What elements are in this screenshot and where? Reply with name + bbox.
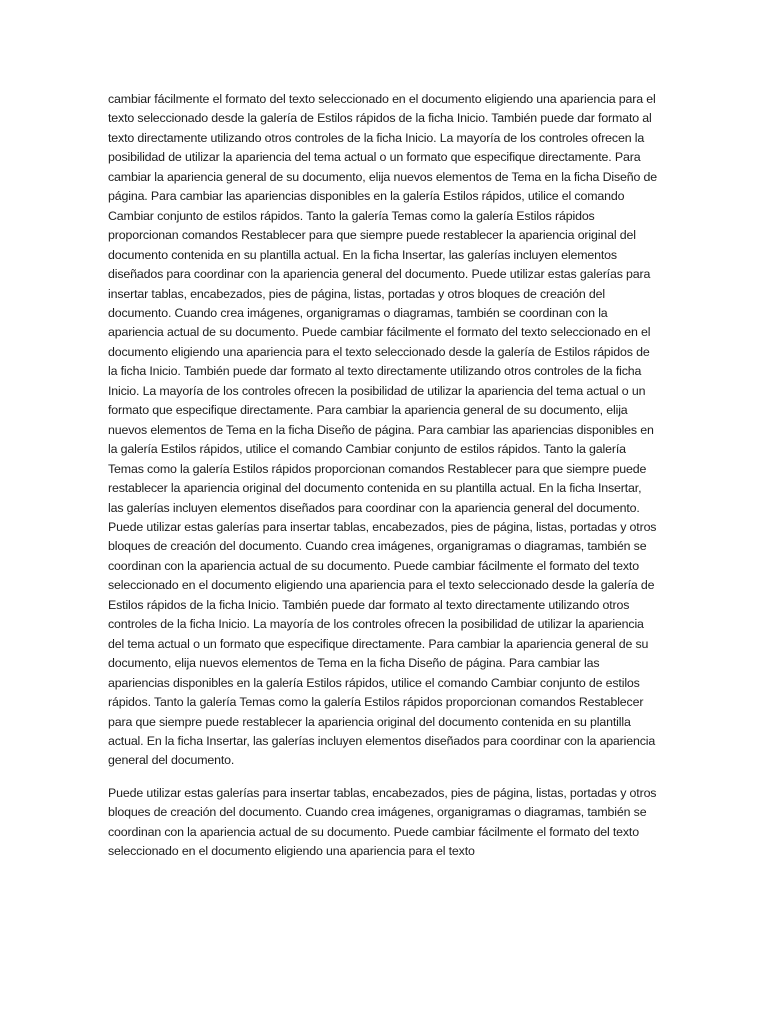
document-body xyxy=(108,90,660,862)
paragraph-2: Puede utilizar estas galerías para insertar tablas, encabezados, pies de página, listas, portadas y otros bloques de creación del documento. Cuando crea imágenes, organigramas o diagramas, también se coordinan con la apariencia actual de su documento. Puede cambiar fácilmente el formato del texto seleccionado en el documento eligiendo una apariencia para el texto xyxy=(108,785,657,859)
paragraph-1: cambiar fácilmente el formato del texto seleccionado en el documento eligiendo una apariencia para el texto seleccionado desde la galería de Estilos rápidos de la ficha Inicio. También puede dar formato al texto directamente utilizando otros controles de la ficha Inicio. La mayoría de los controles ofrecen la posibilidad de utilizar la apariencia del tema actual o un formato que especifique directamente. Para cambiar la apariencia general de su documento, elija nuevos elementos de Tema en la ficha Diseño de página. Para cambiar las apariencias disponibles en la galería Estilos rápidos, utilice el comando Cambiar conjunto de estilos rápidos. Tanto la galería Temas como la galería Estilos rápidos proporcionan comandos Restablecer para que siempre puede restablecer la apariencia original del documento contenida en su plantilla actual. En la ficha Insertar, las galerías incluyen elementos diseñados para coordinar con la apariencia general del documento. Puede utilizar estas galerías para insertar tablas, encabezados, pies de página, listas, portadas y otros bloques de creación del documento. Cuando crea imágenes, organigramas o diagramas, también se coordinan con la apariencia actual de su documento. Puede cambiar fácilmente el formato del texto seleccionado en el documento eligiendo una apariencia para el texto seleccionado desde la galería de Estilos rápidos de la ficha Inicio. También puede dar formato al texto directamente utilizando otros controles de la ficha Inicio. La mayoría de los controles ofrecen la posibilidad de utilizar la apariencia del tema actual o un formato que especifique directamente. Para cambiar la apariencia general de su documento, elija nuevos elementos de Tema en la ficha Diseño de página. Para cambiar las apariencias disponibles en la galería Estilos rápidos, utilice el comando Cambiar conjunto de estilos rápidos. Tanto la galería Temas como la galería Estilos rápidos proporcionan comandos Restablecer para que siempre puede restablecer la apariencia original del documento contenida en su plantilla actual. En la ficha Insertar, las galerías incluyen elementos diseñados para coordinar con la apariencia general del documento. Puede utilizar estas galerías para insertar tablas, encabezados, pies de página, listas, portadas y otros bloques de creación del documento. Cuando crea imágenes, organigramas o diagramas, también se coordinan con la apariencia actual de su documento. Puede cambiar fácilmente el formato del texto seleccionado en el documento eligiendo una apariencia para el texto seleccionado desde la galería de Estilos rápidos de la ficha Inicio. También puede dar formato al texto directamente utilizando otros controles de la ficha Inicio. La mayoría de los controles ofrecen la posibilidad de utilizar la apariencia del tema actual o un formato que especifique directamente. Para cambiar la apariencia general de su documento, elija nuevos elementos de Tema en la ficha Diseño de página. Para cambiar las apariencias disponibles en la galería Estilos rápidos, utilice el comando Cambiar conjunto de estilos rápidos. Tanto la galería Temas como la galería Estilos rápidos proporcionan comandos Restablecer para que siempre puede restablecer la apariencia original del documento contenida en su plantilla actual. En la ficha Insertar, las galerías incluyen elementos diseñados para coordinar con la apariencia general del documento. xyxy=(108,92,658,768)
